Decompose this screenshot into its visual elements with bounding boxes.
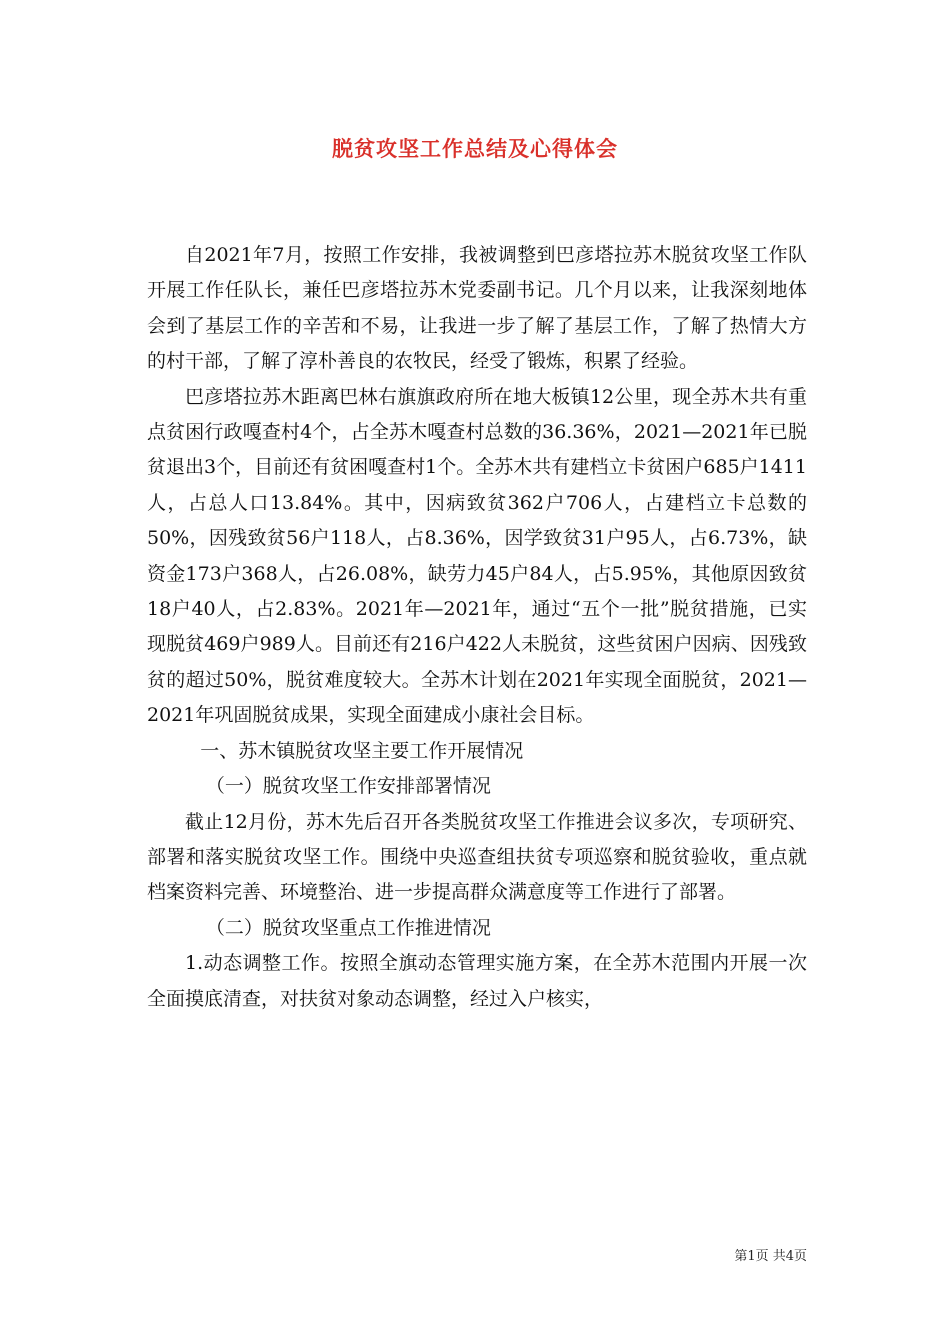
page-number: 第1页 共4页 — [734, 1249, 807, 1264]
paragraph-deployment: 截止12月份，苏木先后召开各类脱贫攻坚工作推进会议多次，专项研究、部署和落实脱贫攻坚工作。围绕中央巡查组扶贫专项巡察和脱贫验收，重点就档案资料完善、环境整治、进一步提高群众满意度等工作进行了部署。 — [147, 810, 807, 904]
subsection-heading-2: （二）脱贫攻坚重点工作推进情况 — [205, 916, 491, 939]
section-heading: 一、苏木镇脱贫攻坚主要工作开展情况 — [200, 739, 524, 762]
paragraph-overview: 巴彦塔拉苏木距离巴林右旗旗政府所在地大板镇12公里，现全苏木共有重点贫困行政嘎查村4个，占全苏木嘎查村总数的36.36%，2021—2021年已脱贫退出3个，目前还有贫困嘎查村1个。全苏木共有建档立卡贫困户685户1411人，占总人口13.84%。其中，因病致贫362户706人，占建档立卡总数的50%，因残致贫56户118人，占8.36%，因学致贫31户95人，占6.73%，缺资金173户368人，占26.08%，缺劳力45户84人，占5.95%，其他原因致贫18户40人，占2.83%。2021年—2021年，通过“五个一批”脱贫措施，已实现脱贫469户989人。目前还有216户422人未脱贫，这些贫困户因病、因残致贫的超过50%，脱贫难度较大。全苏木计划在2021年实现全面脱贫，2021—2021年巩固脱贫成果，实现全面建成小康社会目标。 — [147, 385, 807, 727]
document-body — [147, 238, 807, 1017]
paragraph-intro: 自2021年7月，按照工作安排，我被调整到巴彦塔拉苏木脱贫攻坚工作队开展工作任队长，兼任巴彦塔拉苏木党委副书记。几个月以来，让我深刻地体会到了基层工作的辛苦和不易，让我进一步了解了基层工作，了解了热情大方的村干部，了解了淳朴善良的农牧民，经受了锻炼，积累了经验。 — [147, 244, 807, 373]
page-title: 脱贫攻坚工作总结及心得体会 — [332, 136, 618, 161]
subsection-heading-1: （一）脱贫攻坚工作安排部署情况 — [205, 775, 491, 798]
paragraph-dynamic-adjustment: 1.动态调整工作。按照全旗动态管理实施方案，在全苏木范围内开展一次全面摸底清查，对扶贫对象动态调整，经过入户核实， — [147, 952, 807, 1010]
